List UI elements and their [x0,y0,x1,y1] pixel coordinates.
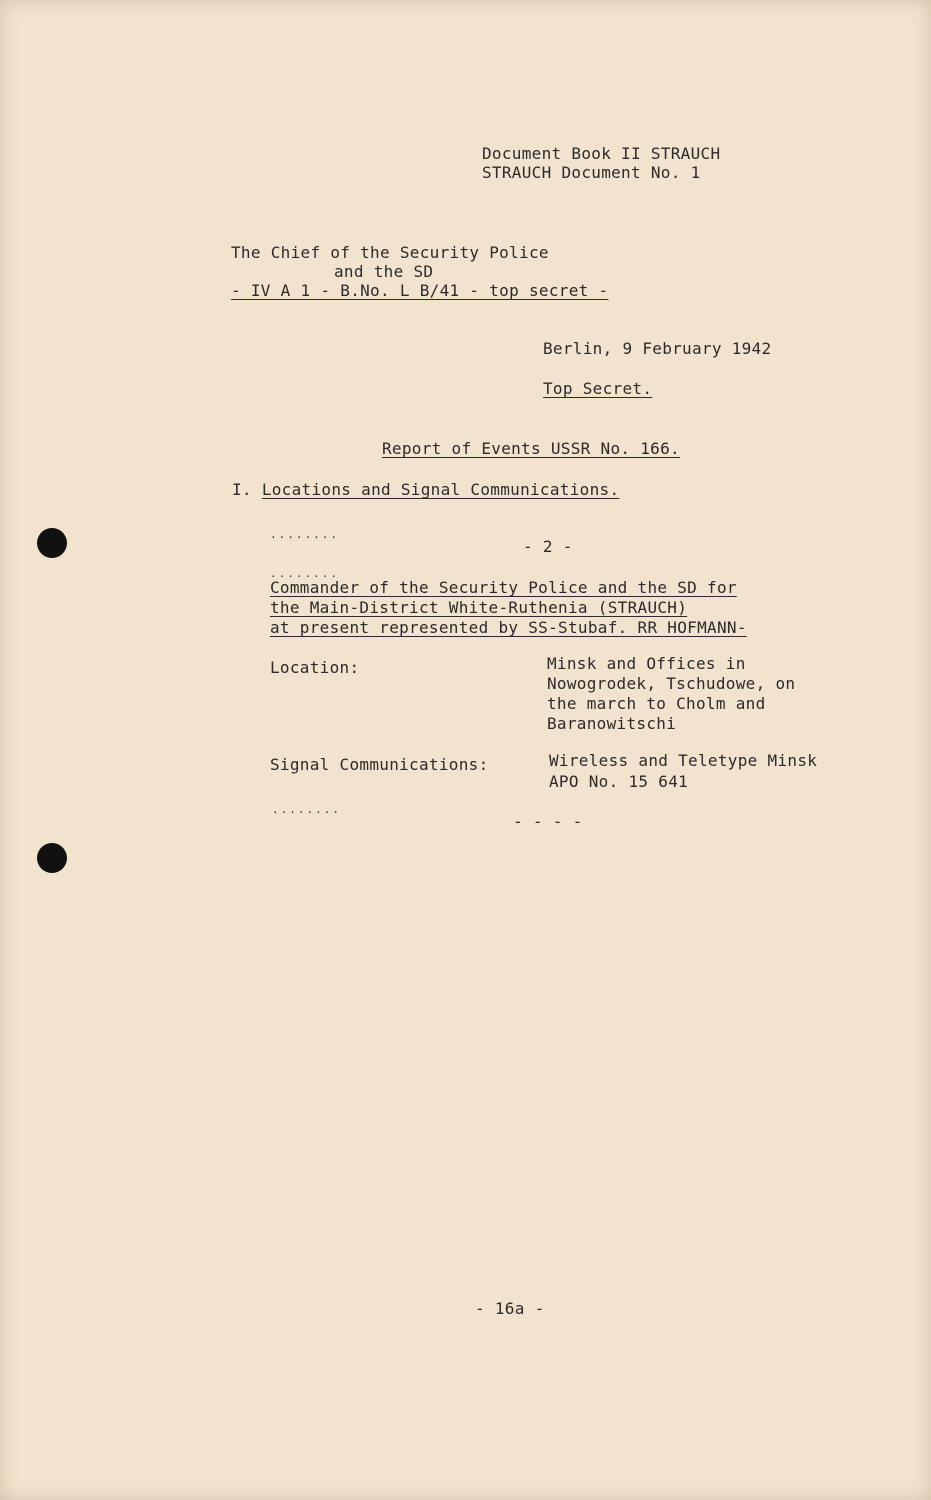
location-value-line: the march to Cholm and [547,694,766,713]
footer-page-number: - 16a - [475,1299,545,1318]
classification: Top Secret. [543,379,653,398]
location-value-line: Baranowitschi [547,714,677,733]
section-heading [232,480,619,500]
sender-line-1: The Chief of the Security Police [231,243,549,262]
commander-line-3: at present represented by SS-Stubaf. RR HOFMANN- [270,618,747,637]
sender-line-2: and the SD [334,262,434,281]
location-label: Location: [270,658,360,677]
document-book-line: Document Book II STRAUCH [482,144,721,163]
place-date: Berlin, 9 February 1942 [543,339,772,358]
commander-line-2: the Main-District White-Ruthenia (STRAUCH) [270,598,688,617]
reference-line: - IV A 1 - B.No. L B/41 - top secret - [231,281,609,300]
ellipsis-mark: ........ [270,567,339,580]
section-heading-text: Locations and Signal Communications. [261,480,620,499]
signal-label: Signal Communications: [270,755,489,774]
location-value-line: Nowogrodek, Tschudowe, on [547,674,796,693]
punch-hole [37,528,67,558]
commander-line-1: Commander of the Security Police and the SD for [270,578,737,597]
ellipsis-mark: ........ [272,803,341,816]
section-number: I. [232,480,262,499]
signal-value-line: Wireless and Teletype Minsk [549,751,818,770]
end-mark: - - - - [513,812,583,831]
punch-hole [37,843,67,873]
page-marker: - 2 - [523,537,573,556]
ellipsis-mark: ........ [270,528,339,541]
location-value-line: Minsk and Offices in [547,654,746,673]
signal-value-line: APO No. 15 641 [549,772,689,791]
document-number-line: STRAUCH Document No. 1 [482,163,701,182]
report-title: Report of Events USSR No. 166. [382,439,680,458]
